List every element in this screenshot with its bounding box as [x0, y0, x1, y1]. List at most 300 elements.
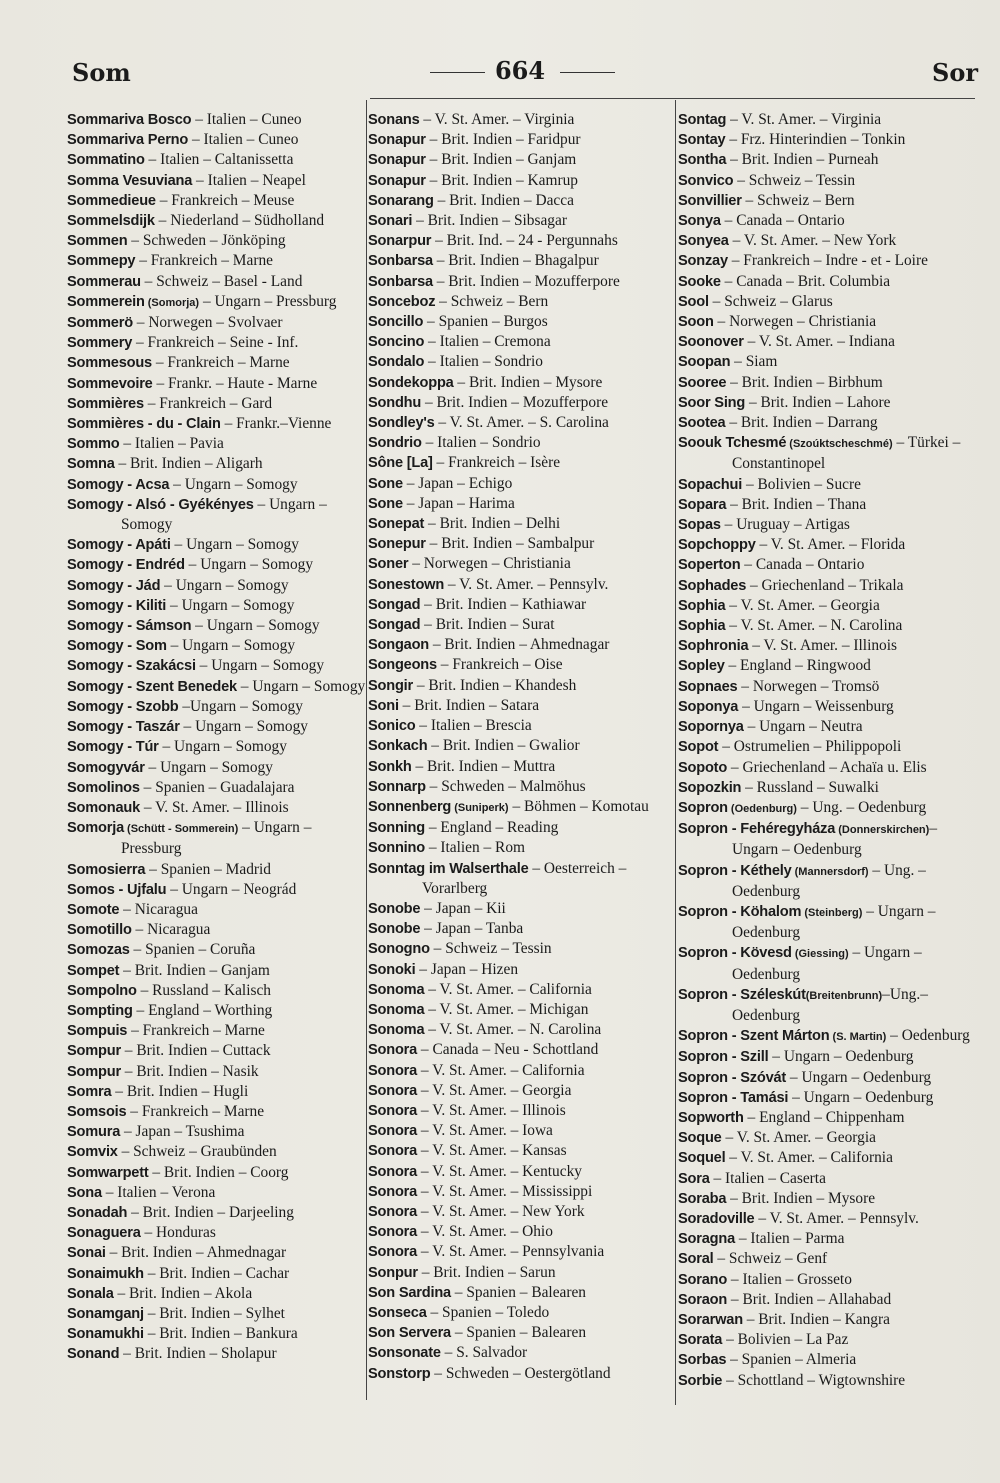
- entry-headword: Sonoma: [368, 981, 425, 998]
- gazetteer-entry: [678, 1290, 980, 1310]
- column-divider: [675, 100, 676, 1405]
- entry-alt-name: (Steinberg): [801, 906, 863, 919]
- gazetteer-entry: [678, 272, 980, 292]
- entry-location: – Schweiz – Graubünden: [117, 1143, 277, 1161]
- column-1: [67, 110, 365, 1365]
- gazetteer-entry: [67, 717, 365, 737]
- entry-location: – Italien – Sondrio: [424, 353, 544, 371]
- entry-location: – Ungarn – Somogy: [169, 475, 298, 493]
- entry-location: – Brit. Indien – Sibsagar: [412, 212, 567, 230]
- gazetteer-entry: [678, 535, 980, 555]
- entry-headword: Sonand: [67, 1346, 120, 1363]
- gazetteer-entry: [678, 1128, 980, 1148]
- entry-headword: Sonapur: [368, 152, 426, 169]
- entry-alt-name: (Breitenbrunn): [805, 989, 883, 1002]
- entry-headword: Sondley's: [368, 415, 435, 432]
- gazetteer-entry: [368, 393, 673, 413]
- gazetteer-entry: [678, 413, 980, 433]
- gazetteer-entry: [678, 1310, 980, 1330]
- entry-location: – V. St. Amer. – N. Carolina: [424, 1021, 602, 1039]
- gazetteer-entry: [368, 1202, 673, 1222]
- entry-headword: Sondhu: [368, 394, 422, 411]
- entry-headword: Sonora: [368, 1082, 418, 1099]
- gazetteer-entry: [67, 1102, 365, 1122]
- gazetteer-entry: [67, 940, 365, 960]
- entry-location: – Bolivien – Sucre: [742, 475, 861, 493]
- gazetteer-entry: [368, 474, 673, 494]
- entry-headword: Sopozkin: [678, 779, 742, 796]
- entry-location: – V. St. Amer. – Pennsylv.: [444, 575, 609, 593]
- entry-headword: Sonora: [368, 1102, 418, 1119]
- gazetteer-entry: [678, 191, 980, 211]
- entry-location: – Ung. – Oedenburg: [732, 861, 926, 900]
- entry-location: – V. St. Amer. – Pennsylv.: [754, 1209, 919, 1227]
- entry-location: – Frankreich – Gard: [143, 394, 273, 412]
- entry-headword: Sootea: [678, 415, 726, 432]
- gazetteer-entry: [678, 778, 980, 798]
- gazetteer-entry: [678, 677, 980, 697]
- entry-location: – Ungarn – Somogy: [191, 617, 320, 635]
- entry-headword: Sonogno: [368, 941, 430, 958]
- entry-headword: Sool: [678, 293, 709, 310]
- entry-location: – Uruguay – Artigas: [720, 516, 850, 534]
- entry-location: – Schweiz – Tessin: [733, 171, 856, 189]
- gazetteer-entry: [368, 433, 673, 453]
- entry-headword: Soponya: [678, 698, 739, 715]
- entry-headword: Sonaguera: [67, 1225, 141, 1242]
- entry-headword: Sopron - Szóvát: [678, 1069, 787, 1086]
- entry-headword: Sompur: [67, 1043, 121, 1060]
- entry-headword: Sopron - Kéthely: [678, 862, 792, 879]
- gazetteer-entry: [368, 635, 673, 655]
- gazetteer-entry: [678, 861, 980, 902]
- entry-headword: Sorano: [678, 1271, 728, 1288]
- entry-location: – Brit. Indien – Darrang: [725, 414, 878, 432]
- entry-headword: Sonvillier: [678, 192, 742, 209]
- entry-headword: Songaon: [368, 637, 430, 654]
- entry-location: – Italien – Cremona: [424, 333, 551, 351]
- entry-headword: Sonora: [368, 1224, 418, 1241]
- gazetteer-entry: [67, 110, 365, 130]
- entry-headword: Somura: [67, 1124, 121, 1141]
- entry-location: – Frankreich – Seine - Inf.: [132, 334, 299, 352]
- gazetteer-entry: [368, 939, 673, 959]
- gazetteer-entry: [368, 514, 673, 534]
- entry-location: – Brit. Indien – Satara: [398, 696, 540, 714]
- entry-headword: Somozas: [67, 942, 130, 959]
- gazetteer-entry: [368, 1303, 673, 1323]
- entry-location: – V. St. Amer. – Ohio: [417, 1223, 553, 1241]
- entry-location: – Ungarn – Pressburg: [121, 819, 312, 858]
- entry-headword: Somogy - Kiliti: [67, 597, 167, 614]
- entry-location: – Spanien – Madrid: [145, 860, 271, 878]
- entry-location: – England – Chippenham: [743, 1108, 905, 1126]
- gazetteer-entry: [368, 818, 673, 838]
- entry-location: – Siam: [730, 353, 778, 371]
- gazetteer-entry: [678, 1108, 980, 1128]
- entry-headword: Sonapur: [368, 132, 426, 149]
- gazetteer-entry: [368, 1000, 673, 1020]
- gazetteer-entry: [678, 576, 980, 596]
- entry-headword: Songir: [368, 677, 414, 694]
- gazetteer-entry: [368, 110, 673, 130]
- entry-location: – Brit. Indien – Kathiawar: [420, 595, 587, 613]
- entry-location: – Brit. Indien – Sholapur: [119, 1345, 277, 1363]
- entry-location: – V. St. Amer. – Georgia: [725, 596, 880, 614]
- entry-location: – Japan – Hizen: [415, 960, 519, 978]
- gazetteer-entry: [67, 251, 365, 271]
- entry-headword: Soon: [678, 314, 714, 331]
- entry-headword: Songad: [368, 617, 421, 634]
- entry-headword: Son Sardina: [368, 1284, 451, 1301]
- entry-location: – Italien – Caltanissetta: [144, 151, 294, 169]
- gazetteer-entry: [678, 943, 980, 984]
- entry-headword: Sonzay: [678, 253, 728, 270]
- entry-location: – Italien – Rom: [424, 839, 525, 857]
- entry-headword: Sopoto: [678, 759, 728, 776]
- gazetteer-entry: [368, 211, 673, 231]
- gazetteer-entry: [368, 1081, 673, 1101]
- header-dash-right: [560, 72, 615, 73]
- gazetteer-entry: [368, 777, 673, 797]
- gazetteer-entry: [678, 616, 980, 636]
- gazetteer-entry: [67, 1243, 365, 1263]
- entry-location: – Italien – Cuneo: [191, 111, 302, 128]
- gazetteer-entry: [368, 150, 673, 170]
- entry-location: – Brit. Indien – Lahore: [745, 393, 891, 411]
- entry-headword: Sonico: [368, 718, 416, 735]
- entry-headword: Sonepat: [368, 516, 425, 533]
- gazetteer-entry: [678, 1249, 980, 1269]
- entry-headword: Sontay: [678, 132, 726, 149]
- gazetteer-entry: [67, 374, 365, 394]
- entry-location: – Ostrumelien – Philippopoli: [718, 738, 902, 756]
- page-header: [0, 50, 1000, 100]
- entry-location: – Brit. Indien – Ahmednagar: [105, 1244, 287, 1262]
- entry-headword: Sophades: [678, 577, 747, 594]
- gazetteer-entry: [368, 1222, 673, 1242]
- gazetteer-entry: [67, 292, 365, 313]
- entry-location: – V. St. Amer. – S. Carolina: [434, 414, 609, 432]
- entry-headword: Sonvico: [678, 172, 734, 189]
- entry-location: – Brit. Indien – Sylhet: [143, 1304, 285, 1322]
- gazetteer-entry: [368, 191, 673, 211]
- gazetteer-entry: [678, 171, 980, 191]
- entry-location: – Canada – Neu - Schottland: [417, 1041, 599, 1059]
- entry-location: – Schweden – Malmöhus: [425, 777, 586, 795]
- gazetteer-entry: [67, 778, 365, 798]
- header-rule: [370, 98, 975, 99]
- entry-location: – Spanien – Toledo: [426, 1303, 550, 1321]
- entry-location: – Ungarn – Somogy: [166, 596, 295, 614]
- entry-location: – Ungarn – Oedenburg: [768, 1048, 914, 1066]
- entry-location: – Frankreich – Indre - et - Loire: [727, 252, 928, 270]
- entry-headword: Soragna: [678, 1231, 735, 1248]
- gazetteer-entry: [67, 313, 365, 333]
- entry-location: – Ungarn – Somogy: [195, 657, 325, 675]
- entry-location: – Brit. Indien – Darjeeling: [127, 1203, 294, 1221]
- gazetteer-entry: [678, 1047, 980, 1067]
- entry-location: – Brit. Ind. – 24 - Pergunnahs: [431, 232, 618, 250]
- entry-headword: Sonarpur: [368, 233, 432, 250]
- entry-location: – Bolivien – La Paz: [722, 1331, 849, 1349]
- entry-headword: Soncillo: [368, 314, 424, 331]
- gazetteer-entry: [368, 171, 673, 191]
- entry-location: – Italien – Verona: [101, 1183, 216, 1201]
- gazetteer-entry: [67, 150, 365, 170]
- entry-location: – Ungarn – Somogy: [166, 637, 296, 655]
- gazetteer-entry: [67, 596, 365, 616]
- entry-headword: Soor Sing: [678, 394, 746, 411]
- entry-headword: Sommières: [67, 395, 144, 412]
- entry-headword: Somos - Ujfalu: [67, 881, 167, 898]
- entry-headword: Sopara: [678, 496, 727, 513]
- entry-location: – Spanien – Burgos: [423, 313, 548, 331]
- entry-location: – Schweiz – Tessin: [429, 940, 552, 958]
- entry-headword: Somogy - Alsó - Gyékényes: [67, 496, 254, 513]
- entry-location: – Brit. Indien – Surat: [420, 616, 555, 634]
- entry-headword: Soonover: [678, 334, 744, 351]
- entry-headword: Sonora: [368, 1203, 418, 1220]
- gazetteer-entry: [67, 1082, 365, 1102]
- gazetteer-entry: [67, 697, 365, 717]
- entry-headword: Sonpur: [368, 1264, 418, 1281]
- gazetteer-entry: [678, 251, 980, 271]
- entry-headword: Sonora: [368, 1163, 418, 1180]
- entry-location: – Brit. Indien – Sambalpur: [425, 535, 595, 553]
- entry-headword: Somna: [67, 456, 115, 473]
- gazetteer-entry: [368, 352, 673, 372]
- entry-location: – V. St. Amer. – Iowa: [417, 1122, 553, 1140]
- gazetteer-entry: [67, 171, 365, 191]
- entry-location: – Ungarn – Somogy: [184, 556, 314, 574]
- gazetteer-entry: [67, 454, 365, 474]
- entry-headword: Sonans: [368, 112, 420, 128]
- entry-location: – Italien – Neapel: [192, 171, 306, 189]
- entry-location: – Japan – Kii: [420, 899, 506, 917]
- entry-headword: Sontha: [678, 152, 727, 169]
- entry-alt-name: (Oedenburg): [727, 802, 797, 815]
- entry-headword: Sonkach: [368, 738, 428, 755]
- entry-headword: Sonntag im Walserthale: [368, 860, 529, 877]
- gazetteer-entry: [678, 902, 980, 943]
- gazetteer-entry: [368, 1364, 673, 1384]
- entry-location: – Oesterreich – Vorarlberg: [422, 859, 627, 897]
- entry-location: –Ung.– Oedenburg: [732, 985, 928, 1024]
- gazetteer-entry: [678, 1088, 980, 1108]
- entry-location: – Nicaragua: [131, 921, 211, 939]
- entry-location: – V. St. Amer. – California: [725, 1149, 893, 1167]
- entry-headword: Sonamukhi: [67, 1326, 144, 1343]
- entry-headword: Sonoma: [368, 1022, 425, 1039]
- header-right-catchword: Sor: [932, 58, 978, 87]
- gazetteer-entry: [368, 696, 673, 716]
- entry-headword: Sonapur: [368, 172, 426, 189]
- gazetteer-entry: [678, 332, 980, 352]
- entry-headword: Sommesous: [67, 355, 152, 372]
- entry-location: – Brit. Indien – Faridpur: [425, 131, 581, 149]
- entry-headword: Sonnarp: [368, 778, 426, 795]
- entry-location: – Norwegen – Tromsö: [737, 677, 880, 695]
- entry-headword: Sonora: [368, 1244, 418, 1261]
- entry-headword: Sonnino: [368, 840, 425, 857]
- entry-headword: Sommedieue: [67, 192, 156, 209]
- entry-location: – Italien – Pavia: [119, 435, 224, 453]
- entry-location: – V. St. Amer. – California: [417, 1061, 585, 1079]
- entry-location: – Honduras: [140, 1224, 216, 1242]
- gazetteer-entry: [678, 717, 980, 737]
- entry-headword: Somvix: [67, 1144, 118, 1161]
- entry-headword: Sophia: [678, 597, 726, 614]
- entry-headword: Sompolno: [67, 982, 137, 999]
- entry-headword: Sone: [368, 475, 403, 492]
- entry-headword: Sonning: [368, 820, 425, 837]
- entry-location: – Russland – Kalisch: [136, 981, 271, 999]
- entry-headword: Sontag: [678, 112, 727, 128]
- gazetteer-entry: [678, 1189, 980, 1209]
- entry-location: – Oedenburg: [886, 1027, 970, 1045]
- entry-headword: Sophronia: [678, 638, 749, 655]
- entry-alt-name: (Donnerskirchen): [835, 824, 930, 837]
- entry-headword: Somma Vesuviana: [67, 172, 193, 189]
- entry-headword: Sonya: [678, 213, 721, 230]
- entry-headword: Sommatino: [67, 152, 145, 169]
- entry-headword: Soner: [368, 556, 409, 573]
- entry-location: – Ungarn – Neutra: [743, 718, 863, 736]
- gazetteer-entry: [67, 616, 365, 636]
- entry-location: – Brit. Indien – Dacca: [433, 191, 574, 209]
- entry-headword: Somogy - Szakácsi: [67, 658, 196, 675]
- gazetteer-entry: [67, 880, 365, 900]
- entry-location: – S. Salvador: [440, 1344, 528, 1362]
- entry-headword: Sonora: [368, 1062, 418, 1079]
- entry-location: – V. St. Amer. – Virginia: [726, 111, 882, 128]
- gazetteer-entry: [678, 130, 980, 150]
- header-left-catchword: Som: [72, 58, 131, 87]
- entry-location: – Brit. Indien – Coorg: [148, 1163, 289, 1181]
- gazetteer-entry: [368, 272, 673, 292]
- entry-location: – Böhmen – Komotau: [508, 797, 649, 815]
- entry-location: – Ungarn – Pressburg: [199, 292, 337, 310]
- gazetteer-entry: [67, 353, 365, 373]
- entry-headword: Sommerau: [67, 273, 141, 290]
- gazetteer-entry: [678, 758, 980, 778]
- gazetteer-entry: [368, 312, 673, 332]
- gazetteer-entry: [67, 981, 365, 1001]
- entry-headword: Sonkh: [368, 758, 412, 775]
- gazetteer-entry: [67, 1001, 365, 1021]
- entry-location: – Japan – Harima: [402, 494, 515, 512]
- gazetteer-entry: [678, 373, 980, 393]
- entry-headword: Sompting: [67, 1002, 133, 1019]
- entry-headword: Sommariva Perno: [67, 132, 189, 149]
- entry-headword: Sopron - Szent Márton: [678, 1028, 830, 1045]
- gazetteer-entry: [678, 292, 980, 312]
- entry-location: – Ungarn – Somogy: [158, 738, 287, 756]
- gazetteer-entry: [678, 1026, 980, 1047]
- entry-headword: Sopron - Kövesd: [678, 945, 792, 962]
- gazetteer-entry: [368, 595, 673, 615]
- gazetteer-entry: [67, 1324, 365, 1344]
- gazetteer-entry: [67, 191, 365, 211]
- gazetteer-entry: [67, 900, 365, 920]
- entry-location: – V. St. Amer. – New York: [728, 232, 897, 250]
- entry-headword: Sophia: [678, 618, 726, 635]
- entry-headword: Sonari: [368, 213, 413, 230]
- gazetteer-entry: [368, 1061, 673, 1081]
- entry-location: – Ungarn – Weissenburg: [738, 697, 894, 715]
- entry-location: – Griechenland – Achaïa u. Elis: [727, 758, 927, 776]
- entry-location: – Brit. Indien – Khandesh: [413, 676, 577, 694]
- gazetteer-entry: [67, 1183, 365, 1203]
- entry-location: – Norwegen – Christiania: [713, 313, 877, 331]
- entry-alt-name: (Giessing): [791, 948, 849, 961]
- entry-location: – Schweiz – Genf: [713, 1250, 828, 1268]
- entry-location: – Italien – Sondrio: [421, 434, 541, 452]
- entry-location: – V. St. Amer. – Pennsylvania: [417, 1243, 605, 1261]
- gazetteer-entry: [67, 798, 365, 818]
- gazetteer-entry: [67, 636, 365, 656]
- entry-location: – Ungarn – Oedenburg: [732, 944, 922, 983]
- entry-headword: Somolinos: [67, 779, 140, 796]
- entry-headword: Sopas: [678, 517, 721, 534]
- entry-location: – V. St. Amer. – N. Carolina: [725, 617, 903, 635]
- entry-headword: Sonepur: [368, 536, 426, 553]
- gazetteer-entry: [678, 596, 980, 616]
- entry-headword: Sonnenberg: [368, 798, 452, 815]
- gazetteer-entry: [678, 1148, 980, 1168]
- entry-location: – Norwegen – Svolvaer: [132, 314, 283, 332]
- entry-alt-name: (Szoúktscheschmé): [786, 438, 893, 451]
- gazetteer-entry: [67, 737, 365, 757]
- gazetteer-entry: [678, 393, 980, 413]
- gazetteer-entry: [368, 554, 673, 574]
- entry-headword: Somogy - Szent Benedek: [67, 678, 237, 695]
- gazetteer-entry: [678, 1330, 980, 1350]
- entry-location: – V. St. Amer. – Florida: [755, 536, 906, 554]
- entry-location: – Frankreich – Isère: [432, 454, 561, 472]
- gazetteer-entry: [67, 231, 365, 251]
- entry-location: – Japan – Tsushima: [120, 1123, 245, 1141]
- gazetteer-entry: [67, 677, 365, 697]
- entry-location: – Brit. Indien – Allahabad: [727, 1290, 892, 1308]
- entry-headword: Songad: [368, 596, 421, 613]
- entry-location: – V. St. Amer. – New York: [417, 1202, 585, 1220]
- gazetteer-entry: [368, 899, 673, 919]
- gazetteer-entry: [67, 555, 365, 575]
- entry-location: – England – Worthing: [132, 1001, 273, 1019]
- entry-headword: Sommerö: [67, 315, 133, 332]
- entry-headword: Sopron - Szill: [678, 1049, 769, 1066]
- entry-headword: Sorata: [678, 1332, 723, 1349]
- entry-location: – Italien – Cuneo: [188, 131, 299, 149]
- gazetteer-entry: [368, 575, 673, 595]
- entry-location: – Schweiz – Glarus: [708, 292, 833, 310]
- gazetteer-entry: [67, 1021, 365, 1041]
- entry-location: – Frankreich – Marne: [135, 252, 273, 270]
- entry-headword: Sooree: [678, 374, 727, 391]
- entry-location: – V. St. Amer. – Kansas: [417, 1142, 567, 1160]
- gazetteer-entry: [67, 1062, 365, 1082]
- entry-location: – Italien – Grosseto: [727, 1270, 852, 1288]
- entry-location: – Brit. Indien – Ahmednagar: [429, 636, 610, 654]
- entry-headword: Soperton: [678, 557, 741, 574]
- entry-location: – Spanien – Coruña: [129, 941, 256, 959]
- entry-headword: Sommo: [67, 436, 120, 453]
- entry-location: – V. St. Amer. – Michigan: [424, 1000, 589, 1018]
- entry-headword: Somogy - Szobb: [67, 698, 179, 715]
- gazetteer-entry: [368, 453, 673, 473]
